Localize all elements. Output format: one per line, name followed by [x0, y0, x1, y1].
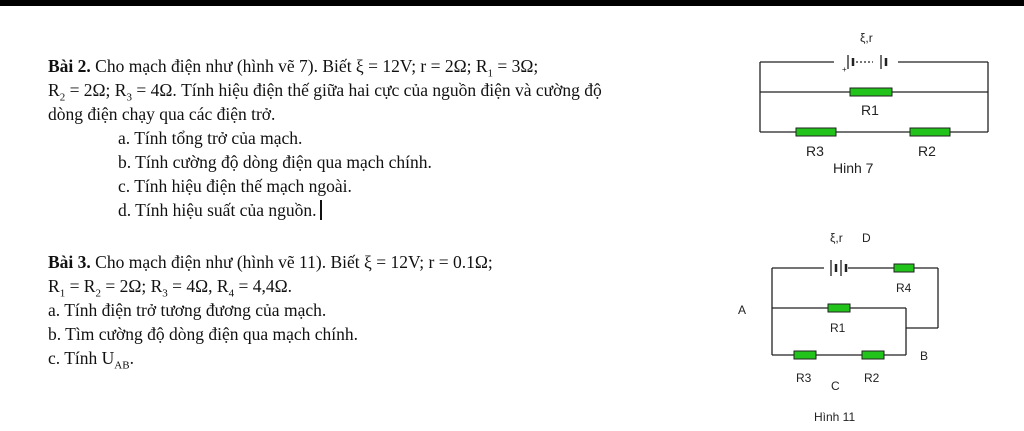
- text: .: [129, 348, 134, 368]
- problem2-line1-tail: = 3Ω;: [493, 56, 539, 76]
- problem2-intro: Cho mạch điện như (hình vẽ 7). Biết ξ = 12V; r = 2Ω; R: [90, 56, 488, 76]
- source-label: ξ,r: [860, 31, 873, 45]
- battery-icon: [831, 260, 846, 276]
- problem3-item-a: a. Tính điện trở tương đương của mạch.: [48, 300, 327, 320]
- text: = 4Ω, R: [167, 276, 229, 296]
- subscript: 2: [59, 91, 66, 104]
- resistor-r1: [850, 88, 892, 96]
- label-r3: R3: [796, 371, 812, 385]
- subscript: 1: [487, 67, 494, 80]
- node-d: D: [862, 231, 871, 245]
- problem3-item-c: [48, 346, 134, 370]
- problem3-item-b: b. Tìm cường độ dòng điện qua mạch chính.: [48, 324, 359, 344]
- text: = 2Ω; R: [100, 276, 163, 296]
- resistor-r4: [894, 264, 914, 272]
- problem3-line1: [48, 250, 493, 274]
- problem3-intro: Cho mạch điện như (hình vẽ 11). Biết ξ = 12V; r = 0.1Ω;: [90, 252, 493, 272]
- text: R: [48, 80, 60, 100]
- battery-icon: [848, 55, 886, 69]
- node-b: B: [920, 349, 929, 363]
- subscript: 2: [95, 287, 101, 300]
- problem3-line2: [48, 274, 292, 298]
- label-r2: R2: [918, 143, 936, 159]
- text: = R: [65, 276, 96, 296]
- label-r4: R4: [896, 281, 912, 295]
- problem2-line2: [48, 78, 602, 102]
- label-r1: R1: [830, 321, 846, 335]
- subscript: 4: [228, 287, 235, 300]
- problem2-heading: Bài 2.: [48, 56, 91, 76]
- text: R: [48, 276, 60, 296]
- problem3-heading: Bài 3.: [48, 252, 91, 272]
- problem2-item-a: a. Tính tổng trở của mạch.: [118, 128, 303, 148]
- subscript: AB: [114, 359, 130, 372]
- resistor-r3: [794, 351, 816, 359]
- resistor-r1: [828, 304, 850, 312]
- figure11-caption: Hình 11: [814, 410, 856, 424]
- problem2-item-d: [118, 198, 322, 222]
- source-label: ξ,r: [830, 231, 843, 245]
- node-a: A: [738, 303, 747, 317]
- resistor-r3: [796, 128, 836, 136]
- problem2-item-d-text: d. Tính hiệu suất của nguồn.: [118, 200, 317, 220]
- circuit-figure-7: [750, 28, 1000, 183]
- text: c. Tính U: [48, 348, 115, 368]
- problem2-line3: dòng điện chạy qua các điện trở.: [48, 104, 276, 124]
- problem2-item-c: c. Tính hiệu điện thế mạch ngoài.: [118, 176, 352, 196]
- subscript: 3: [126, 91, 132, 104]
- text: = 4Ω. Tính hiệu điện thế giữa hai cực của nguồn điện và cường độ: [131, 80, 602, 100]
- text-cursor: [320, 200, 322, 220]
- top-border: [0, 0, 1024, 6]
- subscript: 3: [162, 287, 168, 300]
- label-r1: R1: [861, 102, 879, 118]
- label-r2: R2: [864, 371, 880, 385]
- svg-text:+: +: [842, 65, 847, 74]
- resistor-r2: [910, 128, 950, 136]
- node-c: C: [831, 379, 840, 393]
- problem2-line1: [48, 54, 538, 78]
- subscript: 1: [59, 287, 66, 300]
- figure7-caption: Hinh 7: [833, 160, 874, 176]
- label-r3: R3: [806, 143, 824, 159]
- text: = 4,4Ω.: [234, 276, 292, 296]
- text: = 2Ω; R: [65, 80, 127, 100]
- problem2-item-b: b. Tính cường độ dòng điện qua mạch chính.: [118, 152, 432, 172]
- circuit-figure-11: [728, 222, 958, 428]
- resistor-r2: [862, 351, 884, 359]
